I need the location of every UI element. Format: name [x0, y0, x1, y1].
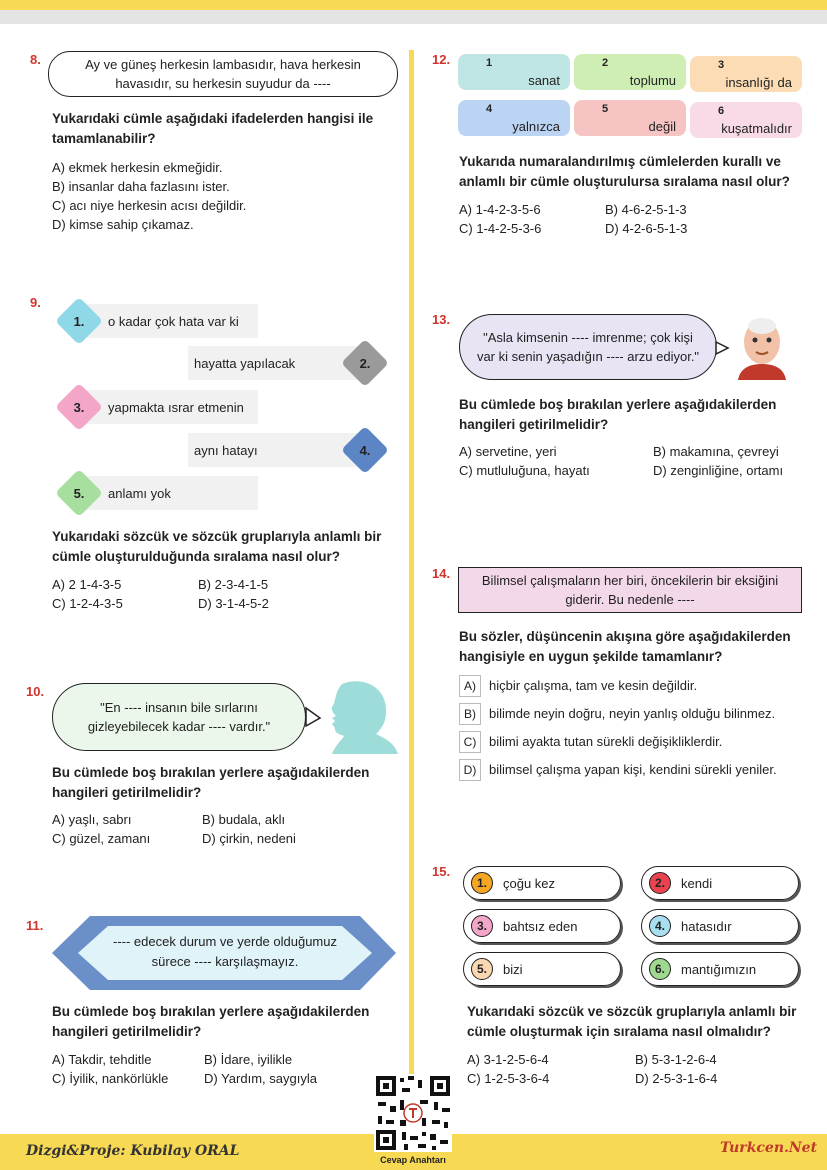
word-item-3: yapmakta ısrar etmenin	[80, 390, 258, 424]
option-c[interactable]: C) 1-2-5-3-6-4	[467, 1071, 550, 1086]
option-d[interactable]: D) 3-1-4-5-2	[198, 596, 269, 611]
word-card-3: 3 insanlığı da	[690, 56, 802, 92]
word-pill-4: 4. hatasıdır	[641, 909, 799, 943]
option-b[interactable]: B) bilimde neyin doğru, neyin yanlış olduğu bilinmez.	[459, 703, 775, 725]
qr-caption: Cevap Anahtarı	[380, 1155, 446, 1165]
statement-box: Bilimsel çalışmaların her biri, öncekilerin bir eksiğini giderir. Bu nedenle ----	[458, 567, 802, 613]
question-number: 13.	[432, 312, 451, 327]
option-a[interactable]: A) servetine, yeri	[459, 444, 557, 459]
option-b[interactable]: B) 2-3-4-1-5	[198, 577, 269, 592]
word-pill-2: 2. kendi	[641, 866, 799, 900]
woman-silhouette-icon	[302, 678, 402, 756]
question-number: 11.	[26, 918, 44, 933]
question-number: 9.	[30, 295, 41, 310]
option-b[interactable]: B) makamına, çevreyi	[653, 444, 779, 459]
badge-number: 3.	[73, 399, 85, 415]
option-b[interactable]: B) İdare, iyilikle	[204, 1052, 293, 1067]
question-number: 10.	[26, 684, 45, 699]
question-text: Bu cümlede boş bırakılan yerlere aşağıdakilerden hangileri getirilmelidir?	[52, 1004, 370, 1039]
banner-text: ---- edecek durum ve yerde olduğumuz sürece ---- karşılaşmayız.	[113, 934, 337, 969]
option-d[interactable]: D) 2-5-3-1-6-4	[635, 1071, 718, 1086]
word-card-6: 6 kuşatmalıdır	[690, 102, 802, 138]
option-a[interactable]: A) 2 1-4-3-5	[52, 577, 122, 592]
option-b[interactable]: B) budala, aklı	[202, 812, 286, 827]
option-c[interactable]: C) güzel, zamanı	[52, 831, 151, 846]
word-item-1: o kadar çok hata var ki	[80, 304, 258, 338]
word-item-2: hayatta yapılacak	[188, 346, 360, 380]
badge-number: 1.	[73, 313, 85, 329]
option-a[interactable]: A) 3-1-2-5-6-4	[467, 1052, 549, 1067]
word-pill-5: 5. bizi	[463, 952, 621, 986]
option-d[interactable]: D) Yardım, saygıyla	[204, 1071, 317, 1086]
question-number: 14.	[432, 566, 451, 581]
option-c[interactable]: C) İyilik, nankörlükle	[52, 1071, 169, 1086]
option-c[interactable]: C) 1-2-4-3-5	[52, 596, 123, 611]
word-item-5: anlamı yok	[80, 476, 258, 510]
question-text: Yukarıdaki sözcük ve sözcük gruplarıyla anlamlı bir cümle oluşturmak için sıralama nasıl olmalıdır?	[467, 1004, 797, 1039]
badge-number: 4.	[359, 442, 371, 458]
word-card-4: 4 yalnızca	[458, 100, 570, 136]
question-text: Yukarıdaki sözcük ve sözcük gruplarıyla anlamlı bir cümle oluşturulduğunda sıralama nasıl olur?	[52, 529, 382, 564]
quote-bubble: "En ---- insanın bile sırlarını gizleyebilecek kadar ---- vardır."	[52, 683, 306, 751]
option-a[interactable]: A) Takdir, tehditle	[52, 1052, 152, 1067]
question-number: 12.	[432, 52, 451, 67]
question-text: Bu cümlede boş bırakılan yerlere aşağıdakilerden hangileri getirilmelidir?	[459, 397, 777, 432]
column-divider	[409, 50, 414, 1130]
option-b[interactable]: B) 5-3-1-2-6-4	[635, 1052, 717, 1067]
option-d[interactable]: D) zenginliğine, ortamı	[653, 463, 784, 478]
quote-bubble: "Asla kimsenin ---- imrenme; çok kişi var ki senin yaşadığın ---- arzu ediyor."	[459, 314, 717, 380]
option-c[interactable]: C) mutluluğuna, hayatı	[459, 463, 590, 478]
option-a[interactable]: A) yaşlı, sabrı	[52, 812, 132, 827]
word-card-5: 5 değil	[574, 100, 686, 136]
option-a[interactable]: A) 1-4-2-3-5-6	[459, 202, 541, 217]
option-d[interactable]: D) 4-2-6-5-1-3	[605, 221, 688, 236]
word-pill-1: 1. çoğu kez	[463, 866, 621, 900]
option-d[interactable]: D) kimse sahip çıkamaz.	[52, 217, 194, 232]
question-text: Yukarıdaki cümle aşağıdaki ifadelerden hangisi ile tamamlanabilir?	[52, 111, 374, 146]
site-logo[interactable]: Turkcen.Net	[720, 1140, 818, 1156]
word-card-2: 2 toplumu	[574, 54, 686, 90]
option-d[interactable]: D) bilimsel çalışma yapan kişi, kendini sürekli yeniler.	[459, 759, 777, 781]
badge-number: 5.	[73, 485, 85, 501]
top-color-bar	[0, 0, 827, 10]
option-c[interactable]: C) 1-4-2-5-3-6	[459, 221, 542, 236]
option-a[interactable]: A) hiçbir çalışma, tam ve kesin değildir.	[459, 675, 697, 697]
credit-text: Dizgi&Proje: Kubilay ORAL	[26, 1143, 240, 1159]
question-text: Bu cümlede boş bırakılan yerlere aşağıdakilerden hangileri getirilmelidir?	[52, 765, 370, 800]
question-text: Yukarıda numaralandırılmış cümlelerden kurallı ve anlamlı bir cümle oluşturulursa sıralama nasıl olur?	[459, 154, 790, 189]
question-number: 8.	[30, 52, 41, 67]
option-d[interactable]: D) çirkin, nedeni	[202, 831, 296, 846]
word-pill-3: 3. bahtsız eden	[463, 909, 621, 943]
question-number: 15.	[432, 864, 451, 879]
quote-bubble: Ay ve güneş herkesin lambasıdır, hava herkesin havasıdır, su herkesin suyudur da ----	[48, 51, 398, 97]
qr-code-icon[interactable]	[374, 1074, 452, 1152]
option-c[interactable]: C) bilimi ayakta tutan sürekli değişikliklerdir.	[459, 731, 722, 753]
option-b[interactable]: B) 4-6-2-5-1-3	[605, 202, 687, 217]
old-man-avatar-icon	[714, 312, 804, 382]
badge-number: 2.	[359, 355, 371, 371]
top-gray-bar	[0, 10, 827, 24]
word-card-1: 1 sanat	[458, 54, 570, 90]
question-text: Bu sözler, düşüncenin akışına göre aşağıdakilerden hangisiyle en uygun şekilde tamamlanır?	[459, 629, 791, 664]
option-a[interactable]: A) ekmek herkesin ekmeğidir.	[52, 160, 223, 175]
word-item-4: aynı hatayı	[188, 433, 360, 467]
option-b[interactable]: B) insanlar daha fazlasını ister.	[52, 179, 230, 194]
word-pill-6: 6. mantığımızın	[641, 952, 799, 986]
option-c[interactable]: C) acı niye herkesin acısı değildir.	[52, 198, 247, 213]
